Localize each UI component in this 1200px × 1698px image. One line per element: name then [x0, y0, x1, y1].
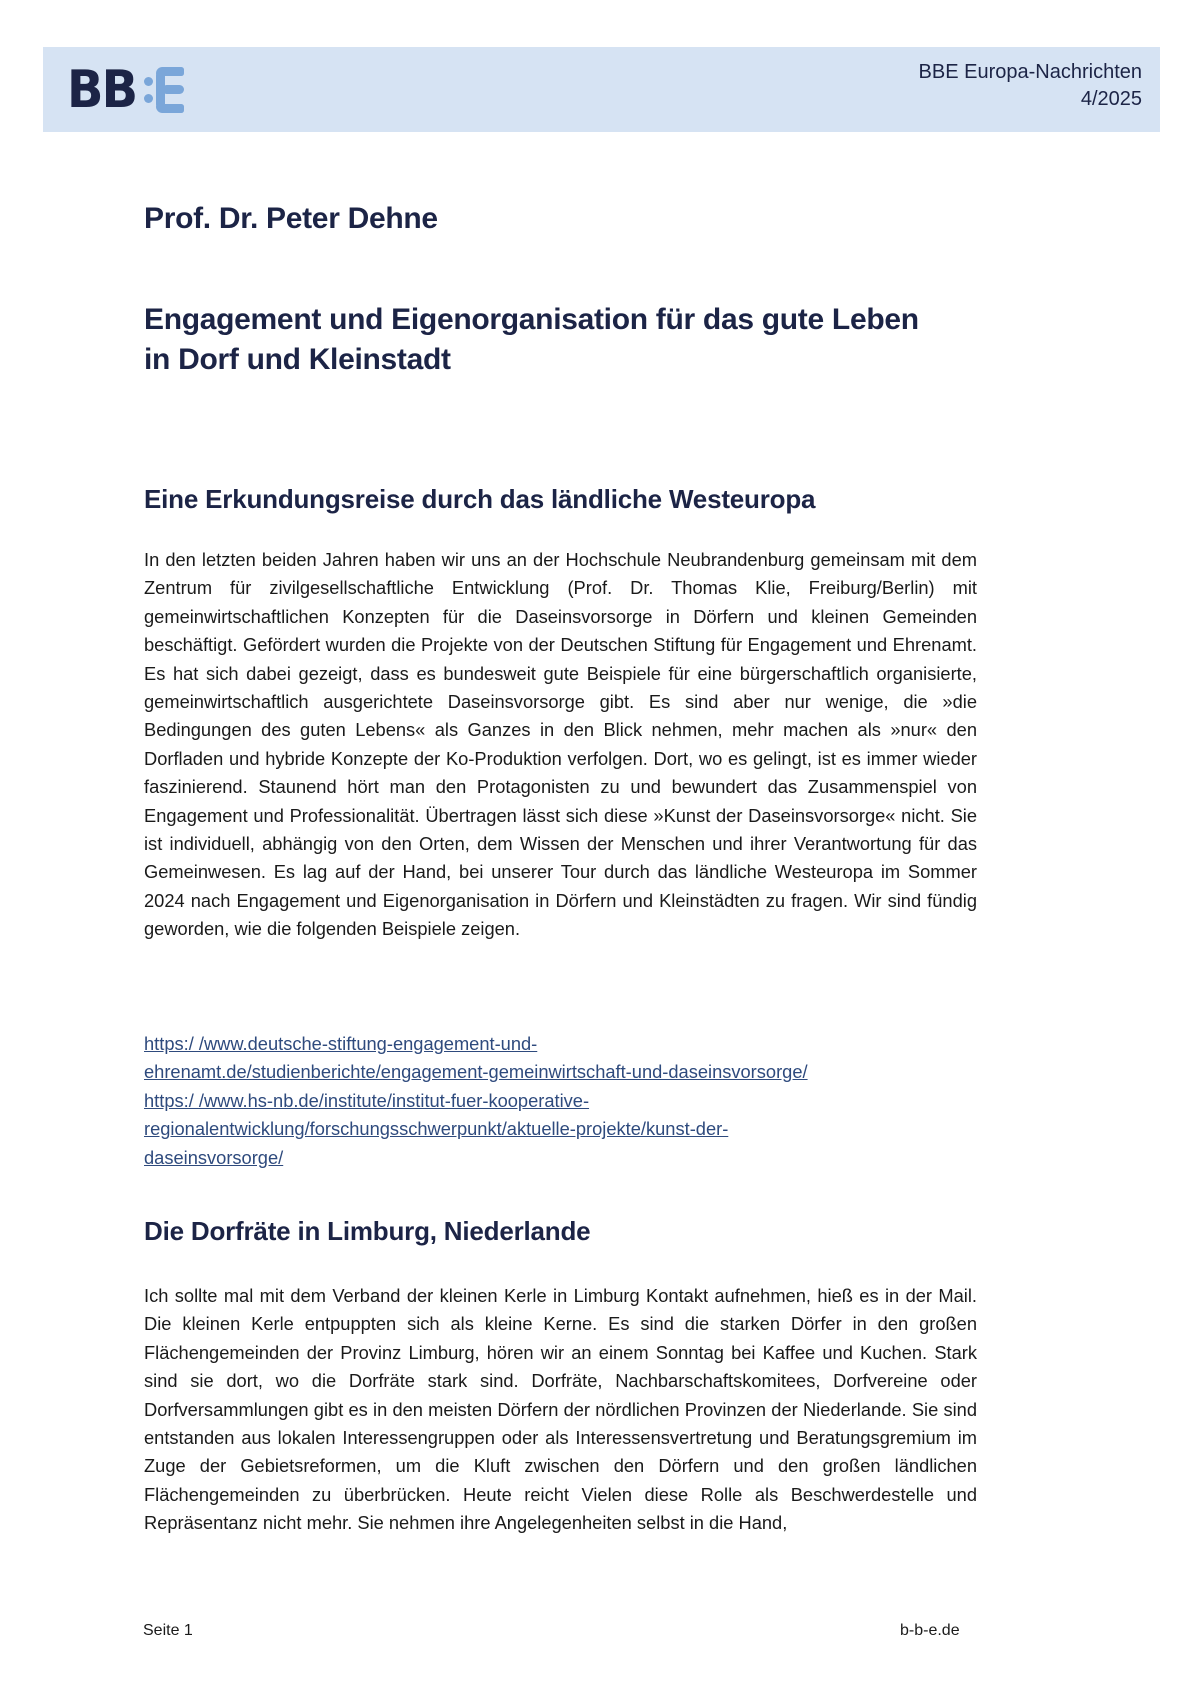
title-line-1: Engagement und Eigenorganisation für das gute Leben: [144, 303, 919, 336]
logo-colon-icon: [144, 77, 153, 103]
page-number: Seite 1: [143, 1622, 193, 1639]
reference-link-2[interactable]: [144, 1087, 977, 1172]
publication-info: [919, 59, 1142, 113]
logo-letters-bb: BB: [67, 60, 137, 120]
link-text: regionalentwicklung/forschungsschwerpunkt/aktuelle-projekte/kunst-der-: [144, 1118, 729, 1140]
link-text: daseinsvorsorge/: [144, 1146, 284, 1168]
author-name: Prof. Dr. Peter Dehne: [144, 202, 438, 235]
section-paragraph: In den letzten beiden Jahren haben wir uns an der Hochschule Neubrandenburg gemeinsam mit dem Zentrum für zivilgesellschaftliche Entwicklung (Prof. Dr. Thomas Klie, Freiburg/Berlin) mit gemeinwirtschaftlichen Konzepten für die Daseinsvorsorge in Dörfern und kleinen Gemeinden beschäftigt. Gefördert wurden die Projekte von der Deutschen Stiftung für Engagement und Ehrenamt. Es hat sich dabei gezeigt, dass es bundesweit gute Beispiele für eine bürgerschaftlich organisierte, gemeinwirtschaftlich ausgerichtete Daseinsvorsorge gibt. Es sind aber nur wenige, die »die Bedingungen des guten Lebens« als Ganzes in den Blick nehmen, mehr machen als »nur« den Dorfladen und hybride Konzepte der Ko-Produktion verfolgen. Dort, wo es gelingt, ist es immer wieder faszinierend. Staunend hört man den Protagonisten zu und bewundert das Zusammenspiel von Engagement und Professionalität. Übertragen lässt sich diese »Kunst der Daseinsvorsorge« nicht. Sie ist individuell, abhängig von den Orten, dem Wissen der Menschen und ihrer Verantwortung für das Gemeinwesen. Es lag auf der Hand, bei unserer Tour durch das ländliche Westeuropa im Sommer 2024 nach Engagement und Eigenorganisation in Dörfern und Kleinstädten zu fragen. Wir sind fündig geworden, wie die folgenden Beispiele zeigen.: [144, 549, 977, 940]
link-text: ehrenamt.de/studienberichte/engagement-gemeinwirtschaft-und-daseinsvorsorge/: [144, 1061, 808, 1083]
section-heading: Die Dorfräte in Limburg, Niederlande: [144, 1216, 591, 1246]
title-line-2: in Dorf und Kleinstadt: [144, 343, 451, 376]
publication-name: BBE Europa-Nachrichten: [918, 61, 1142, 83]
bbe-logo[interactable]: [67, 60, 184, 120]
reference-link-1[interactable]: [144, 1030, 977, 1087]
issue-number: 4/2025: [1080, 88, 1142, 110]
article-title: [144, 300, 1044, 380]
link-text: https:/ /www.hs-nb.de/institute/institut-fuer-kooperative-: [144, 1089, 590, 1111]
section-heading: Eine Erkundungsreise durch das ländliche Westeuropa: [144, 484, 816, 514]
reference-links: [144, 1030, 977, 1172]
section-paragraph: Ich sollte mal mit dem Verband der kleinen Kerle in Limburg Kontakt aufnehmen, hieß es in der Mail. Die kleinen Kerle entpuppten sich als kleine Kerne. Es sind die starken Dörfer in den großen Flächengemeinden der Provinz Limburg, hören wir an einem Sonntag bei Kaffee und Kuchen. Stark sind sie dort, wo die Dorfräte stark sind. Dorfräte, Nachbarschaftskomitees, Dorfvereine oder Dorfversammlungen gibt es in den meisten Dörfern der nördlichen Provinzen der Niederlande. Sie sind entstanden aus lokalen Interessengruppen oder als Interessensvertretung und Beratungsgremium im Zuge der Gebietsreformen, um die Kluft zwischen den Dörfern und den großen ländlichen Flächengemeinden zu überbrücken. Heute reicht Vielen diese Rolle als Beschwerdestelle und Repräsentanz nicht mehr. Sie nehmen ihre Angelegenheiten selbst in die Hand,: [144, 1285, 977, 1534]
logo-e-icon: [156, 67, 184, 113]
link-text: https:/ /www.deutsche-stiftung-engagement-und-: [144, 1033, 538, 1054]
header-banner: [43, 47, 1160, 132]
footer-site-link[interactable]: b-b-e.de: [900, 1622, 960, 1639]
